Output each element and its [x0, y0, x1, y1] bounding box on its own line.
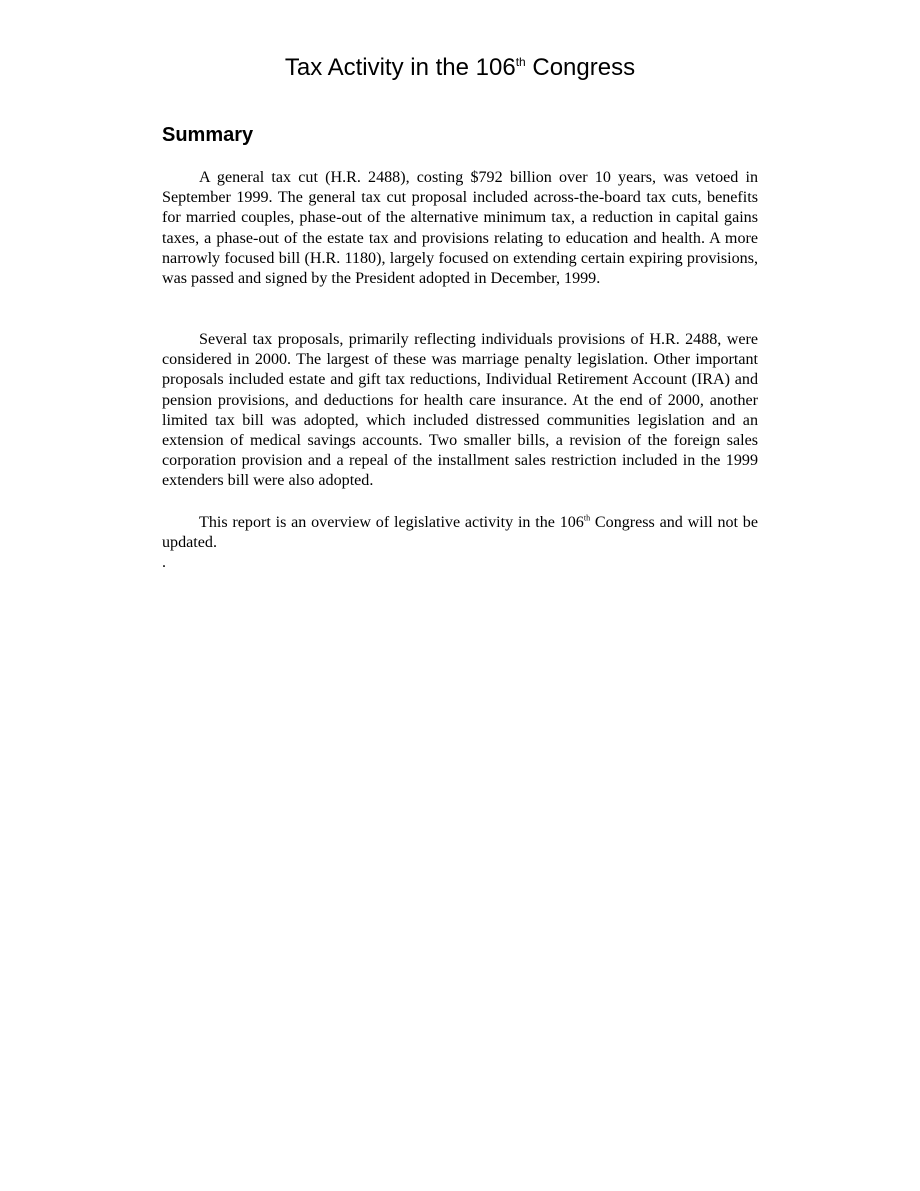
- title-prefix: Tax Activity in the 106: [284, 54, 516, 81]
- document-title: [0, 52, 920, 84]
- title-suffix: Congress: [525, 54, 636, 81]
- closing-superscript: th: [583, 513, 591, 523]
- closing-suffix: Congress and will not be updated.: [162, 514, 758, 552]
- section-heading-summary: Summary: [162, 124, 254, 146]
- summary-paragraph-2: Several tax proposals, primarily reflecting individuals provisions of H.R. 2488, were considered in 2000. The largest of these was marriage penalty legislation. Other important proposals included estate and gift tax reductions, Individual Retirement Account (IRA) and pension provisions, and deductions for health care insurance. At the end of 2000, another limited tax bill was adopted, which included distressed communities legislation and an extension of medical savings accounts. Two smaller bills, a revision of the foreign sales corporation provision and a repeal of the installment sales restriction included in the 1999 extenders bill were also adopted.: [162, 331, 758, 490]
- closing-prefix: This report is an overview of legislative activity in the 106: [199, 514, 584, 531]
- summary-paragraph-3: [162, 513, 758, 553]
- summary-paragraph-1: A general tax cut (H.R. 2488), costing $792 billion over 10 years, was vetoed in September 1999. The general tax cut proposal included across-the-board tax cuts, benefits for married couples, phase-out of the alternative minimum tax, a reduction in capital gains taxes, a phase-out of the estate tax and provisions relating to education and health. A more narrowly focused bill (H.R. 1180), largely focused on extending certain expiring provisions, was passed and signed by the President adopted in December, 1999.: [162, 169, 758, 288]
- title-superscript: th: [515, 55, 526, 69]
- trailing-period-mark: .: [162, 554, 166, 571]
